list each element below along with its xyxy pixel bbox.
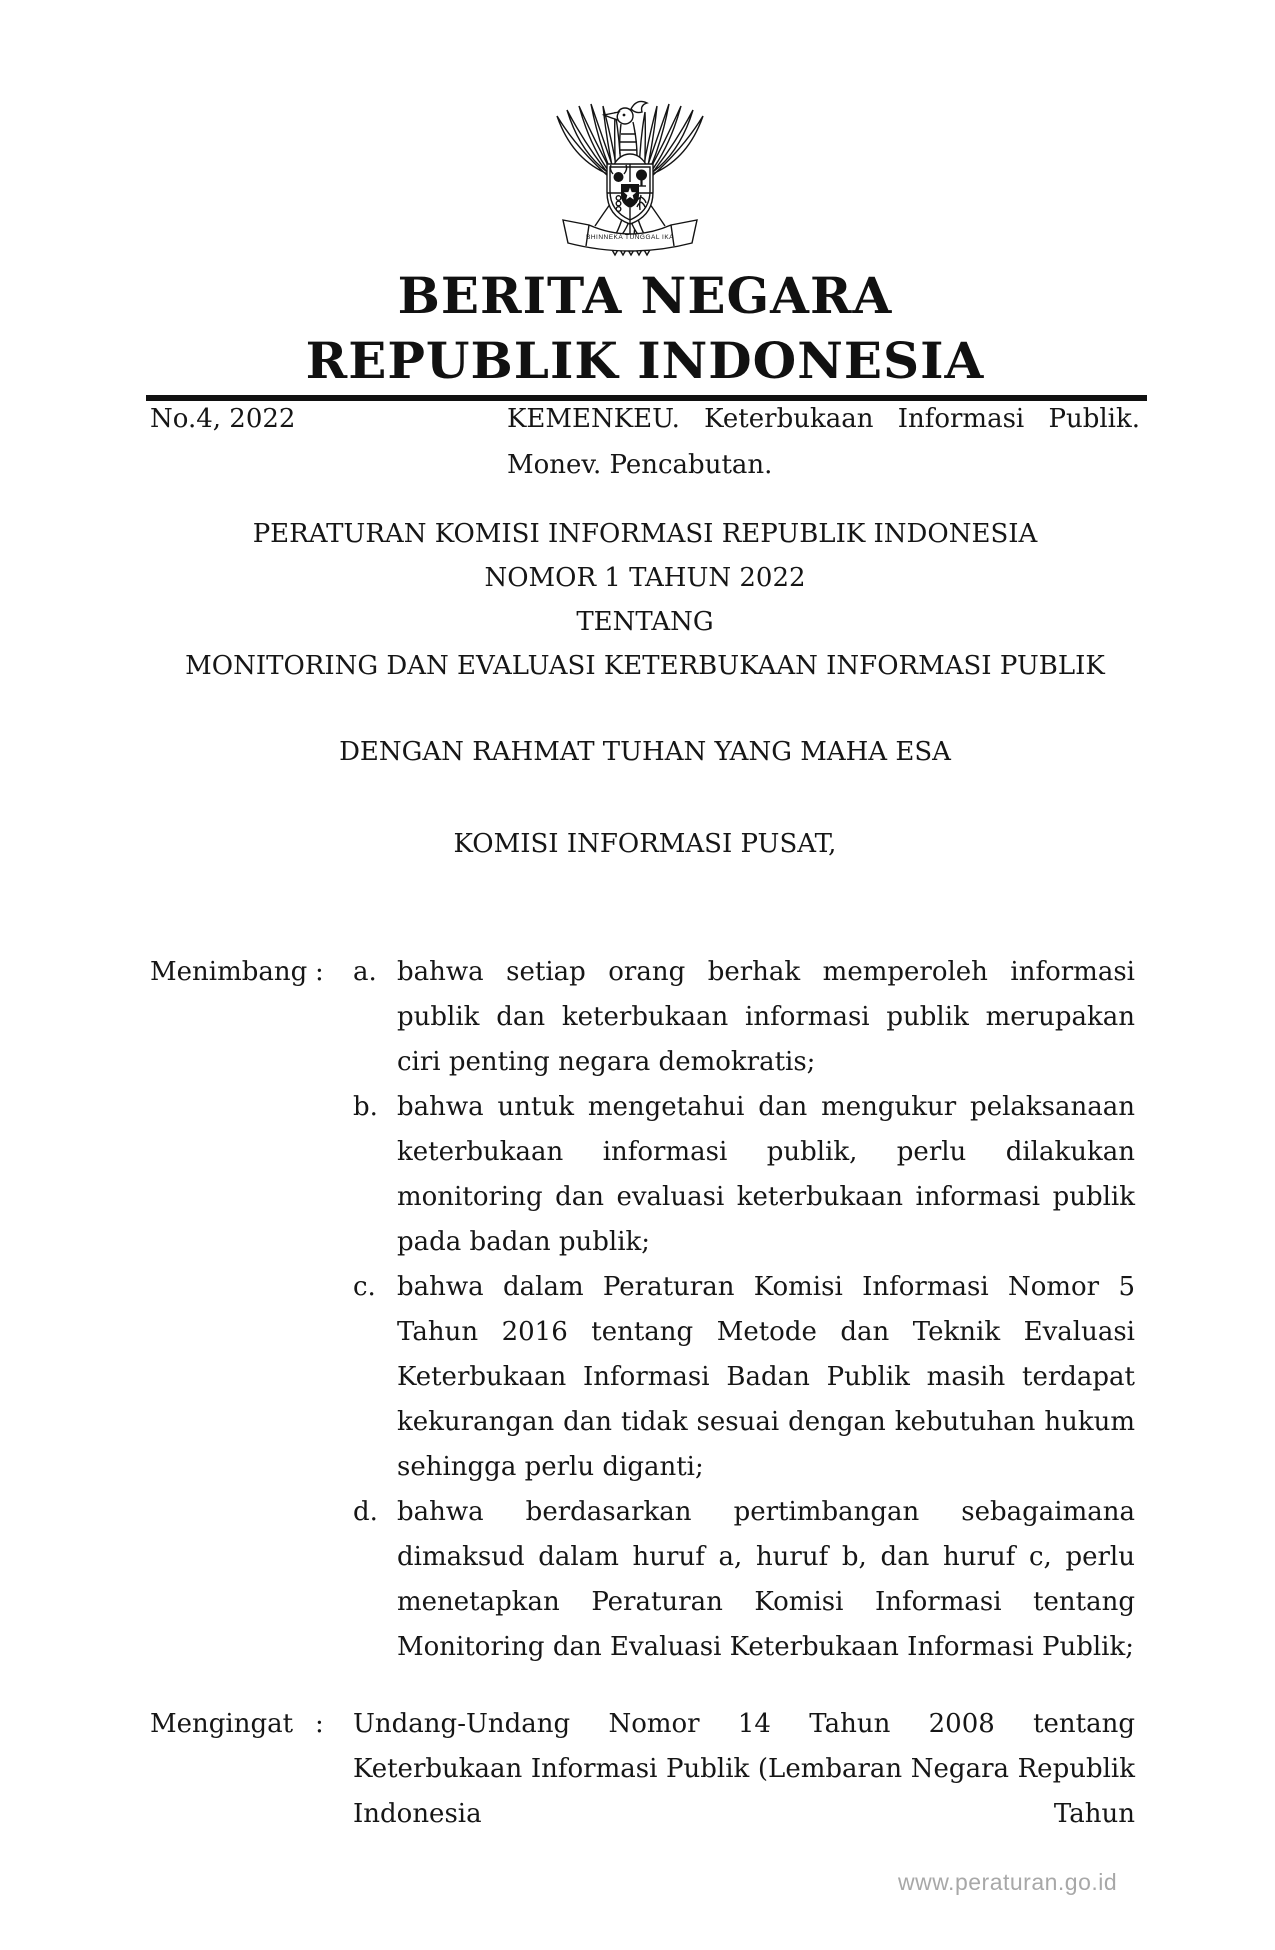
considering-items — [353, 950, 1135, 1670]
considering-label: Menimbang — [150, 957, 308, 987]
doc-title-line2: NOMOR 1 TAHUN 2022 — [484, 563, 806, 593]
considering-section — [150, 950, 1135, 1670]
issuer-line: KOMISI INFORMASI PUSAT, — [453, 829, 837, 859]
item-letter: a. — [353, 957, 377, 987]
gazette-subject: KEMENKEU. Keterbukaan Informasi Publik. Monev. Pencabutan. — [507, 404, 1140, 480]
considering-item-b — [353, 1085, 1135, 1265]
item-text: bahwa setiap orang berhak memperoleh informasi publik dan keterbukaan informasi publik merupakan ciri penting negara demokratis; — [397, 957, 1135, 1077]
legal-basis-section — [150, 1702, 1135, 1837]
considering-item-d — [353, 1490, 1135, 1670]
legal-basis-text: Undang-Undang Nomor 14 Tahun 2008 tentang Keterbukaan Informasi Publik (Lembaran Negara Republik Indonesia Tahun — [353, 1709, 1135, 1829]
doc-title-line1: PERATURAN KOMISI INFORMASI REPUBLIK INDONESIA — [252, 519, 1038, 549]
legal-basis-label: Mengingat — [150, 1709, 294, 1739]
item-text: bahwa dalam Peraturan Komisi Informasi Nomor 5 Tahun 2016 tentang Metode dan Teknik Evaluasi Keterbukaan Informasi Badan Publik masih terdapat kekurangan dan tidak sesuai dengan kebutuhan hukum sehingga perlu diganti; — [397, 1272, 1135, 1482]
item-letter: b. — [353, 1092, 378, 1122]
item-letter: d. — [353, 1497, 378, 1527]
garuda-pancasila-icon — [551, 96, 709, 262]
doc-title-line3: TENTANG — [576, 607, 714, 637]
doc-title-line4: MONITORING DAN EVALUASI KETERBUKAAN INFORMASI PUBLIK — [185, 651, 1105, 681]
doc-title — [150, 512, 1140, 688]
masthead — [150, 263, 1140, 393]
legal-basis-colon: : — [315, 1709, 324, 1739]
considering-colon: : — [315, 957, 324, 987]
invocation-line: DENGAN RAHMAT TUHAN YANG MAHA ESA — [339, 737, 951, 767]
motto-text: BHINNEKA TUNGGAL IKA — [585, 234, 675, 241]
considering-item-c — [353, 1265, 1135, 1490]
item-letter: c. — [353, 1272, 376, 1302]
bull-head-motif — [614, 172, 624, 182]
considering-item-a — [353, 950, 1135, 1085]
gazette-number: No.4, 2022 — [150, 404, 296, 434]
masthead-line1: BERITA NEGARA — [397, 266, 893, 325]
masthead-line2: REPUBLIK INDONESIA — [305, 331, 985, 390]
body-block — [150, 950, 1135, 1837]
tree-motif — [636, 170, 647, 181]
watermark-url: www.peraturan.go.id — [898, 1869, 1118, 1895]
item-text: bahwa berdasarkan pertimbangan sebagaimana dimaksud dalam huruf a, huruf b, dan huruf c, perlu menetapkan Peraturan Komisi Informasi tentang Monitoring dan Evaluasi Keterbukaan Informasi Publik; — [397, 1497, 1135, 1662]
item-text: bahwa untuk mengetahui dan mengukur pelaksanaan keterbukaan informasi publik, perlu dilakukan monitoring dan evaluasi keterbukaan informasi publik pada badan publik; — [397, 1092, 1135, 1257]
